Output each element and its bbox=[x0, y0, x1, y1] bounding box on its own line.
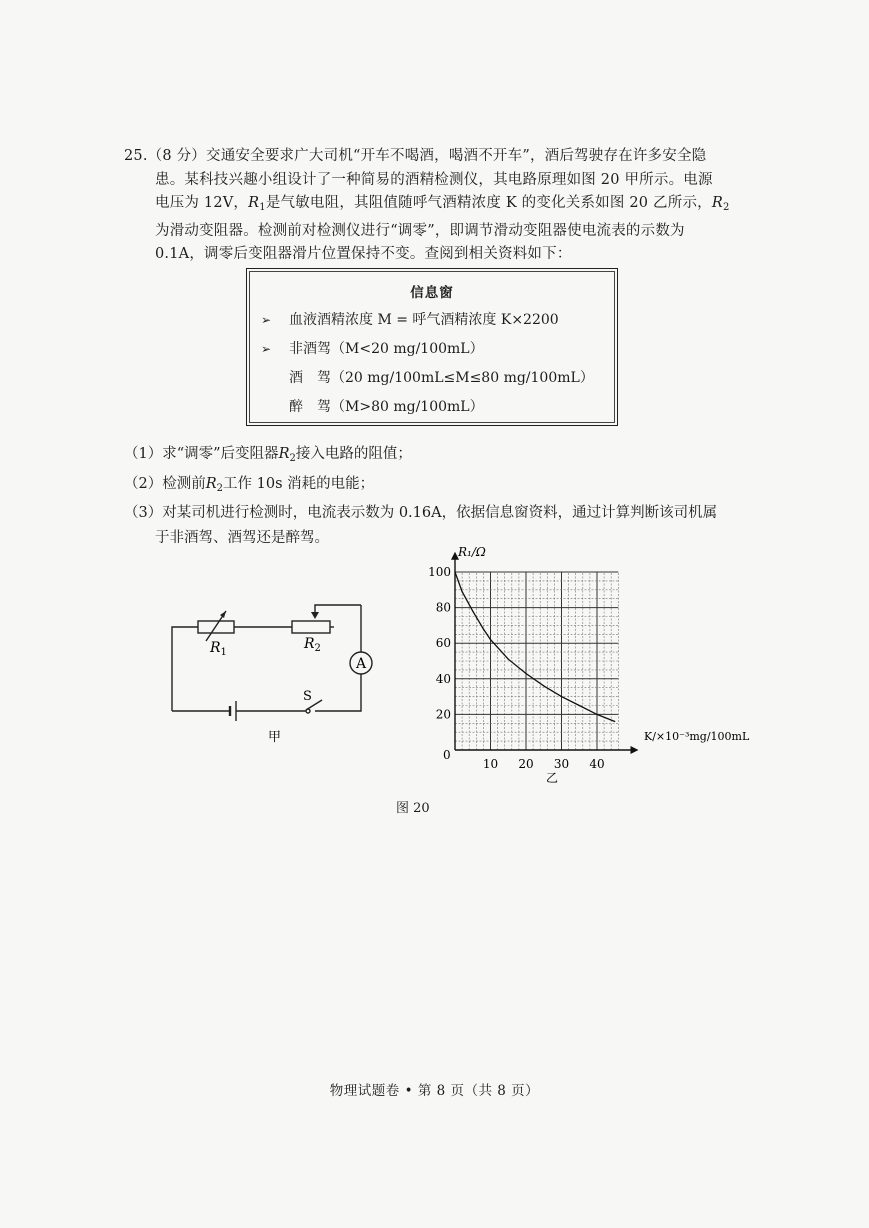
slider-wire bbox=[315, 605, 361, 617]
sub-question-2: （2）检测前$R_2$工作 10s 消耗的电能； bbox=[124, 475, 375, 494]
data-point bbox=[490, 639, 491, 640]
data-point bbox=[596, 714, 597, 715]
data-point bbox=[543, 685, 544, 686]
info-row-drunk-driving: 酒 驾（20 mg/100mL≤M≤80 mg/100mL） bbox=[289, 370, 594, 386]
data-point bbox=[472, 611, 473, 612]
sub-questions bbox=[124, 442, 764, 550]
x-tick-label: 30 bbox=[553, 757, 570, 771]
slider-arrow-icon bbox=[311, 612, 319, 619]
svg-text:R2: $R_2$ bbox=[304, 636, 321, 654]
question-line-1: 交通安全要求广大司机“开车不喝酒，喝酒不开车”，酒后驾驶存在许多安全隐 bbox=[206, 148, 707, 164]
bullet-icon: ➢ bbox=[261, 313, 272, 327]
r1-vs-k-graph bbox=[410, 540, 760, 790]
figure-caption: 图 20 bbox=[396, 801, 430, 816]
origin-label: 0 bbox=[443, 748, 451, 762]
data-point bbox=[579, 705, 580, 706]
data-point bbox=[454, 571, 455, 572]
question-line-2: 患。某科技兴趣小组设计了一种简易的酒精检测仪，其电路原理如图 20 甲所示。电源 bbox=[155, 171, 713, 188]
chart-axes bbox=[451, 552, 639, 754]
page-footer: 物理试题卷 • 第 8 页（共 8 页） bbox=[329, 1083, 540, 1099]
svg-text:R1: $R_1$ bbox=[210, 640, 227, 658]
info-row-non-drunk: ➢ 非酒驾（M<20 mg/100mL） bbox=[261, 341, 484, 357]
r2-label: R bbox=[304, 636, 315, 652]
info-row-blood-alcohol: ➢ 血液酒精浓度 M = 呼气酒精浓度 K×2200 bbox=[261, 312, 559, 328]
y-tick-label: 20 bbox=[435, 707, 451, 722]
wire bbox=[172, 627, 198, 691]
question-line-3b: 是气敏电阻，其阻值随呼气酒精浓度 K 的变化关系如图 20 乙所示， bbox=[265, 195, 712, 211]
series-line bbox=[455, 572, 615, 722]
info-window bbox=[246, 268, 618, 426]
y-tick-label: 100 bbox=[428, 565, 451, 579]
question-line-5: 0.1A，调零后变阻器滑片位置保持不变。查阅到相关资料如下： bbox=[155, 246, 572, 262]
switch-label: S bbox=[303, 689, 312, 704]
question-25: 25.（8 分）交通安全要求广大司机“开车不喝酒，喝酒不开车”，酒后驾驶存在许多安全隐 患。某科技兴趣小组设计了一种简易的酒精检测仪，其电路原理如图 20 甲所示。电源 电压为 12V，$R_1$是气敏电阻，其阻值随呼气酒精浓度 K 的变化关系如图 20 乙所示，$R_2$ 为滑动变阻器。检测前对检测仪进行“调零”，即调节滑动变阻器使电流表的示数为 0.1A，调零后变阻器滑片位置保持不变。查阅到相关资料如下： bbox=[124, 148, 730, 262]
data-point bbox=[561, 696, 562, 697]
bullet-icon: ➢ bbox=[261, 342, 272, 356]
question-number: 25. bbox=[124, 148, 148, 164]
x-tick-label: 20 bbox=[518, 757, 534, 771]
x-tick-label: 40 bbox=[589, 757, 605, 771]
question-line-4: 为滑动变阻器。检测前对检测仪进行“调零”，即调节滑动变阻器使电流表的示数为 bbox=[155, 222, 685, 239]
x-axis-label: K/×10⁻³mg/100mL bbox=[644, 730, 750, 743]
resistor-r2 bbox=[292, 621, 330, 633]
data-point bbox=[483, 628, 484, 629]
sub-question-3-cont: 于非酒驾、酒驾还是醉驾。 bbox=[155, 529, 329, 546]
axis-lines bbox=[455, 558, 633, 750]
sub-question-3: （3）对某司机进行检测时，电流表示数为 0.16A，依据信息窗资料，通过计算判断该司机属 bbox=[124, 505, 718, 521]
symbol-r2: R bbox=[711, 195, 723, 211]
ammeter-label: A bbox=[355, 656, 367, 672]
x-axis-arrow-icon bbox=[631, 746, 639, 754]
symbol-r1: R bbox=[248, 195, 260, 211]
info-window-title: 信息窗 bbox=[410, 285, 454, 301]
chart-grid bbox=[455, 572, 618, 750]
question-score: （8 分） bbox=[147, 148, 207, 164]
sub-question-1: （1）求“调零”后变阻器$R_2$接入电路的阻值； bbox=[124, 446, 412, 464]
y-tick-label: 60 bbox=[435, 636, 451, 651]
series-points bbox=[454, 571, 615, 722]
data-point bbox=[462, 591, 463, 592]
r1-label: R bbox=[210, 640, 221, 656]
circuit-caption: 甲 bbox=[268, 730, 282, 745]
question-line-3a: 电压为 12V， bbox=[155, 195, 249, 211]
y-tick-label: 40 bbox=[435, 671, 451, 686]
circuit-diagram bbox=[160, 596, 380, 746]
x-tick-label: 10 bbox=[482, 757, 499, 771]
data-point bbox=[614, 721, 615, 722]
y-tick-label: 80 bbox=[435, 600, 451, 615]
graph-caption: 乙 bbox=[546, 771, 559, 785]
data-point bbox=[525, 673, 526, 674]
y-axis-label: R₁/Ω bbox=[458, 545, 486, 559]
info-row-drunken-driving: 醉 驾（M>80 mg/100mL） bbox=[289, 399, 484, 415]
data-point bbox=[508, 659, 509, 660]
